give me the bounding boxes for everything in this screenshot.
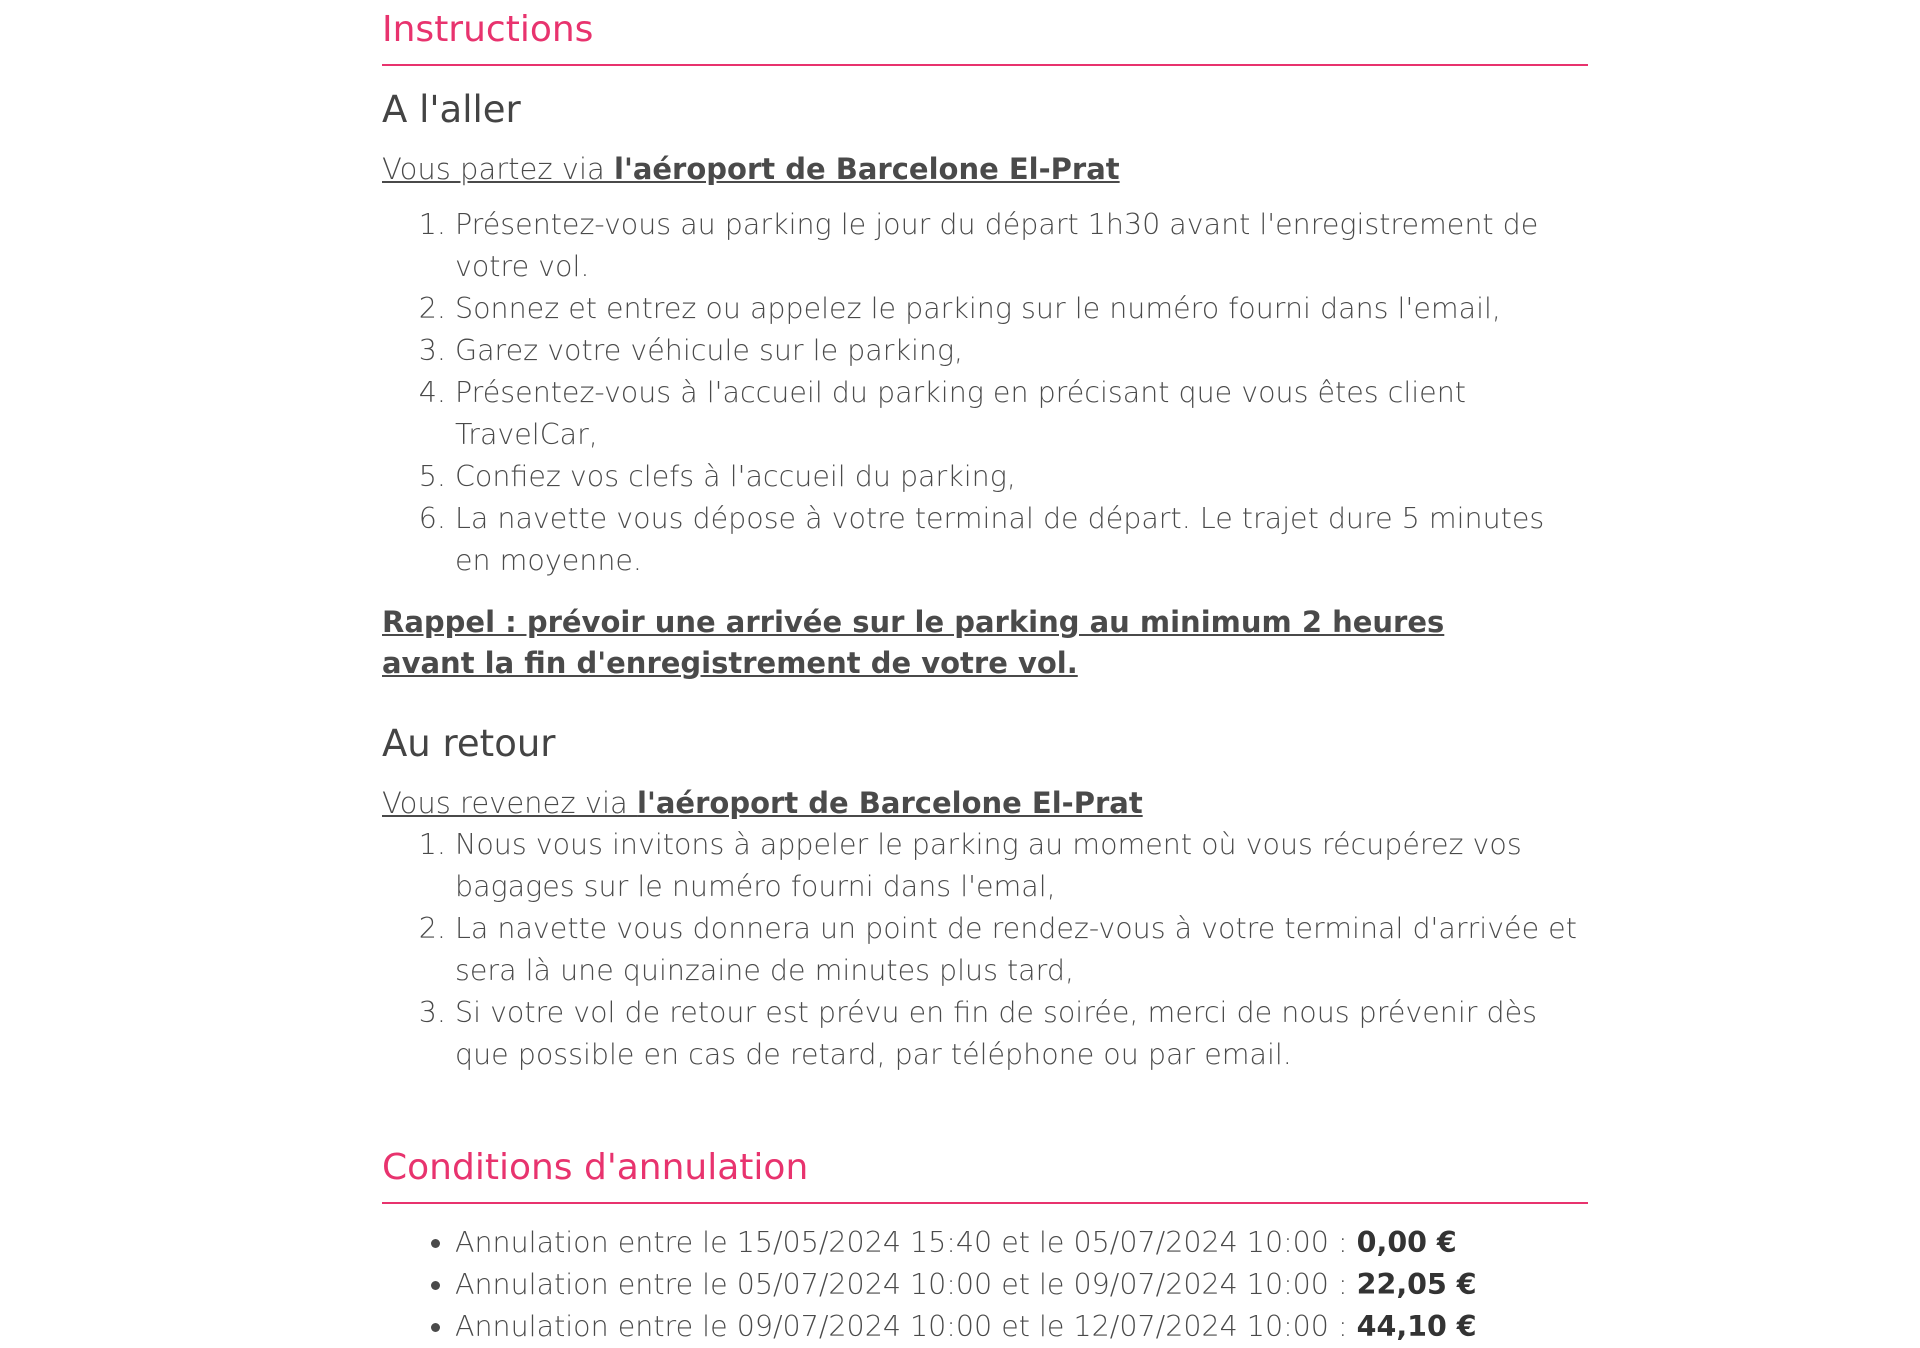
rappel-note: Rappel : prévoir une arrivée sur le parking au minimum 2 heures avant la fin d'enregistrement de votre vol. [382, 605, 1445, 680]
annulation-item-amount: 44,10 € [1356, 1310, 1477, 1343]
retour-via [382, 782, 1588, 824]
annulation-item-text: Annulation entre le 05/07/2024 10:00 et le 09/07/2024 10:00 : [455, 1268, 1357, 1301]
aller-steps [382, 204, 1588, 582]
aller-via [382, 148, 1588, 190]
aller-step: 6. La navette vous dépose à votre terminal de départ. Le trajet dure 5 minutes en moyenne. [455, 498, 1588, 582]
annulation-title: Conditions d'annulation [382, 1146, 1588, 1204]
aller-step: 1. Présentez-vous au parking le jour du départ 1h30 avant l'enregistrement de votre vol. [455, 204, 1588, 288]
aller-via-place: l'aéroport de Barcelone El-Prat [614, 152, 1120, 186]
content-column [382, 0, 1588, 1348]
aller-step: 2. Sonnez et entrez ou appelez le parking sur le numéro fourni dans l'email, [455, 288, 1588, 330]
retour-step: 1. Nous vous invitons à appeler le parking au moment où vous récupérez vos bagages sur le numéro fourni dans l'emal, [455, 824, 1588, 908]
annulation-list [382, 1222, 1588, 1348]
annulation-item [455, 1264, 1588, 1306]
retour-via-prefix: Vous revenez via [382, 786, 638, 820]
aller-step: 4. Présentez-vous à l'accueil du parking en précisant que vous êtes client TravelCar, [455, 372, 1588, 456]
annulation-item-text: Annulation entre le 09/07/2024 10:00 et le 12/07/2024 10:00 : [455, 1310, 1357, 1343]
aller-via-prefix: Vous partez via [382, 152, 614, 186]
annulation-item [455, 1222, 1588, 1264]
retour-via-place: l'aéroport de Barcelone El-Prat [637, 786, 1143, 820]
aller-step: 3. Garez votre véhicule sur le parking, [455, 330, 1588, 372]
retour-steps [382, 824, 1588, 1076]
aller-step: 5. Confiez vos clefs à l'accueil du parking, [455, 456, 1588, 498]
annulation-item-amount: 22,05 € [1356, 1268, 1477, 1301]
retour-step: 2. La navette vous donnera un point de rendez-vous à votre terminal d'arrivée et sera là une quinzaine de minutes plus tard, [455, 908, 1588, 992]
annulation-item-text: Annulation entre le 15/05/2024 15:40 et le 05/07/2024 10:00 : [455, 1226, 1357, 1259]
retour-step: 3. Si votre vol de retour est prévu en fin de soirée, merci de nous prévenir dès que possible en cas de retard, par téléphone ou par email. [455, 992, 1588, 1076]
retour-title: Au retour [382, 722, 556, 765]
annulation-item-amount: 0,00 € [1356, 1226, 1457, 1259]
annulation-item [455, 1306, 1588, 1348]
aller-title: A l'aller [382, 88, 521, 131]
instructions-title: Instructions [382, 8, 1588, 66]
